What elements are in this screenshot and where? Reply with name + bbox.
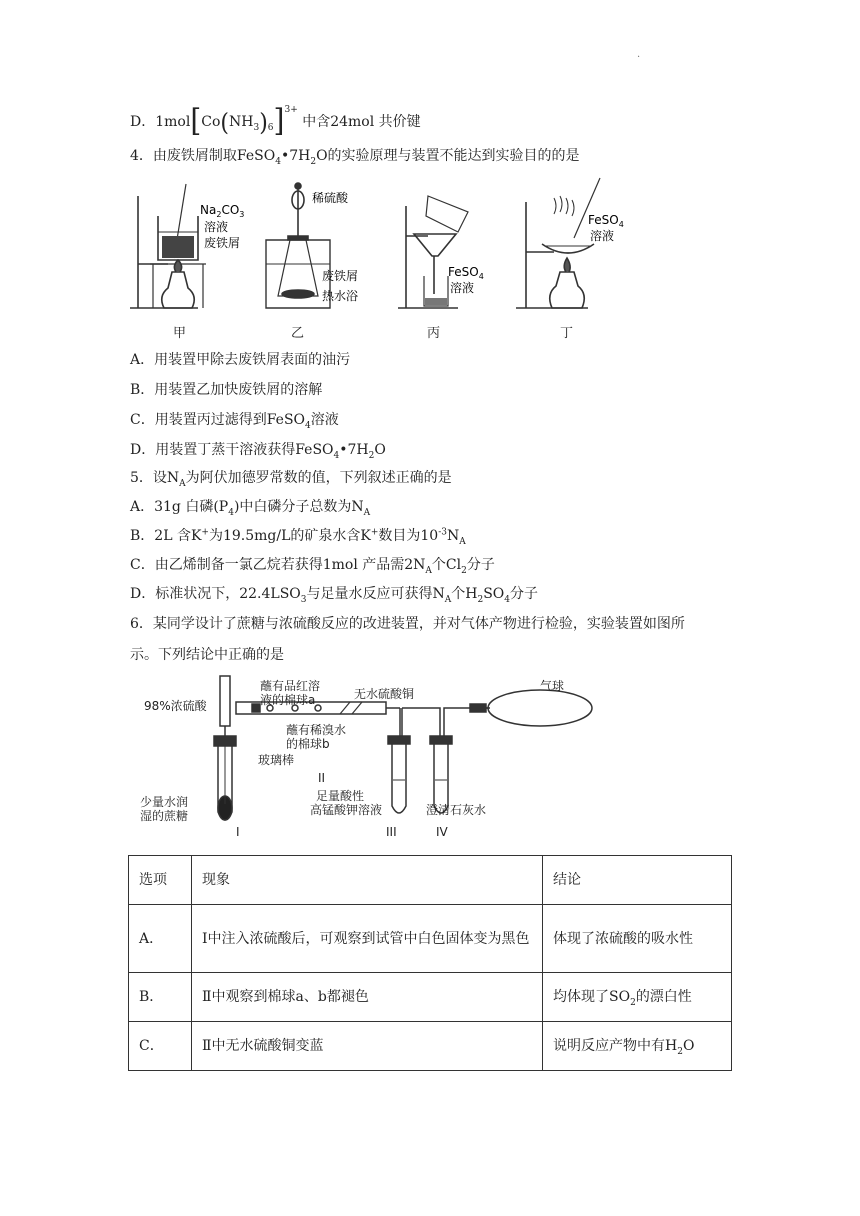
paren-left: (: [220, 109, 229, 138]
q6-label-zhetang2: 湿的蔗糖: [140, 809, 189, 823]
bing-feso4-label: FeSO$_4$: [448, 265, 484, 281]
caption-ding: 丁: [560, 326, 574, 341]
q4-d-b: •7H: [339, 442, 369, 458]
q5-b-sup3: -3: [438, 527, 447, 538]
q5-b-sub: A: [459, 536, 466, 547]
q4-c-b: 溶液: [310, 412, 339, 428]
row-c-option: C．: [129, 1022, 192, 1071]
q4-d-sub2: 2: [368, 450, 375, 461]
q5-stem-b: 为阿伏加德罗常数的值，下列叙述正确的是: [185, 470, 452, 486]
q5-c-c: 分子: [466, 557, 495, 573]
q5-c-b: 个Cl: [431, 557, 462, 573]
jia-na2co3-label: $Na_2CO_3$: [200, 203, 245, 219]
q4-d-c: O: [374, 442, 386, 458]
q6-label-wushui: 无水硫酸铜: [354, 687, 415, 701]
table-row: [129, 973, 732, 1022]
q5-d-a: D．标准状况下，22.4LSO: [130, 586, 301, 602]
q4-option-d: [130, 440, 386, 460]
yi-acid-label: 稀硫酸: [312, 191, 349, 205]
q5-b-sup: +: [201, 527, 209, 538]
q5-stem: [130, 468, 452, 488]
q4-d-a: D．用装置丁蒸干溶液获得FeSO: [130, 442, 334, 458]
jia-scrap-label: 废铁屑: [204, 236, 241, 250]
q5-stem-sub: A: [179, 478, 186, 489]
q4-stem-b: •7H: [280, 148, 311, 164]
q4-c-sub: 4: [305, 420, 311, 431]
table-row: [129, 905, 732, 973]
q6-label-nongliusuan: 98%浓硫酸: [144, 699, 207, 713]
q5-a-sub: 4: [228, 507, 234, 518]
q5-d-e: 分子: [510, 586, 539, 602]
q5-a-sub2: A: [363, 507, 371, 518]
q5-b-sup2: +: [370, 527, 379, 538]
q4-c-a: C．用装置丙过滤得到FeSO: [130, 412, 306, 428]
header-option: 选项: [129, 856, 192, 905]
row-b-conclusion-sub: 2: [630, 997, 636, 1008]
paren-right: ): [259, 109, 268, 138]
q3-d-nh3-sub: 3: [253, 122, 260, 133]
q5-d-sub: 3: [300, 594, 307, 605]
q5-b-a: B．2L 含K: [130, 528, 202, 544]
row-b-conclusion: [543, 973, 732, 1022]
ding-feso4-label: FeSO$_4$: [588, 213, 624, 229]
q6-label-qiqiu: 气球: [540, 679, 565, 693]
q6-stem-line2: 示。下列结论中正确的是: [130, 647, 284, 663]
q5-d-sub3: 2: [477, 594, 484, 605]
q6-label-gaomeng1: 足量酸性: [316, 789, 365, 803]
header-conclusion: 结论: [543, 856, 732, 905]
q4-stem-sub: 4: [275, 156, 281, 167]
q6-label-xixiushui2: 的棉球b: [286, 737, 330, 751]
q3-option-d: [130, 102, 421, 139]
q4-stem-c: O的实验原理与装置不能达到实验目的的是: [316, 148, 580, 164]
q5-option-d: [130, 584, 538, 604]
q5-d-b: 与足量水反应可获得N: [306, 586, 445, 602]
corner-mark: ·: [637, 52, 641, 63]
row-c-phenomenon: Ⅱ中无水硫酸铜变蓝: [192, 1022, 543, 1071]
q6-label-boli: 玻璃棒: [258, 753, 295, 767]
q4-option-c: [130, 410, 339, 430]
jia-solution-label: 溶液: [204, 220, 229, 234]
bing-solution-label: 溶液: [450, 281, 475, 295]
header-phenomenon: 现象: [192, 856, 543, 905]
q5-d-sub2: A: [444, 594, 452, 605]
row-a-option: A．: [129, 905, 192, 973]
q6-stem-line1: 6．某同学设计了蔗糖与浓硫酸反应的改进装置，并对气体产物进行检验，实验装置如图所: [130, 616, 685, 632]
q5-option-a: [130, 497, 370, 517]
q5-b-b: 为19.5mg/L的矿泉水含K: [208, 528, 371, 544]
q4-stem-sub2: 2: [310, 156, 317, 167]
yi-scrap-label: 废铁屑: [322, 269, 359, 283]
bracket-right: ]: [273, 102, 285, 139]
q6-label-ii: II: [318, 771, 326, 785]
row-b-option: B．: [129, 973, 192, 1022]
yi-bath-label: 热水浴: [322, 289, 359, 303]
q3-d-prefix: D．1mol: [130, 114, 191, 130]
q4-stem: [130, 146, 580, 166]
table-row: [129, 1022, 732, 1071]
row-c-conclusion-a: 说明反应产物中有H: [553, 1038, 678, 1054]
row-c-conclusion-b: O: [682, 1038, 695, 1054]
q6-label-iii: III: [386, 825, 397, 839]
q6-label-i: I: [236, 825, 240, 839]
q5-option-c: [130, 555, 495, 575]
caption-jia: 甲: [173, 326, 187, 341]
q5-a-a: A．31g 白磷(P: [130, 499, 229, 515]
q5-d-d: SO: [483, 586, 505, 602]
q6-label-pinhong: 蘸有品红溶: [260, 679, 321, 693]
q6-label-iv: IV: [436, 825, 448, 839]
q5-c-sub2: 2: [461, 565, 467, 576]
q6-apparatus-figure: [140, 672, 720, 842]
q6-label-xixiushui: 蘸有稀溴水: [286, 723, 347, 737]
q3-d-n6: 6: [267, 122, 274, 133]
q5-c-sub: A: [425, 565, 432, 576]
q4-option-b: B．用装置乙加快废铁屑的溶解: [130, 382, 323, 398]
q3-d-co: Co: [201, 114, 221, 130]
q4-d-sub: 4: [333, 450, 340, 461]
q6-label-shihui: 澄清石灰水: [426, 803, 487, 817]
table-header-row: [129, 856, 732, 905]
q5-b-c: 数目为10: [378, 528, 439, 544]
q6-label-pinhong2: 液的棉球a: [260, 693, 316, 707]
bracket-left: [: [190, 102, 202, 139]
q5-b-d: N: [447, 528, 460, 544]
q3-d-suffix: 中含24mol 共价键: [302, 114, 421, 130]
q5-d-c: 个H: [451, 586, 478, 602]
row-c-conclusion: [543, 1022, 732, 1071]
q3-d-nh3: NH: [229, 114, 254, 130]
caption-bing: 丙: [427, 326, 441, 341]
q5-d-sub4: 4: [504, 594, 511, 605]
row-b-conclusion-b: 的漂白性: [635, 989, 692, 1005]
q4-apparatus-figure: [128, 176, 628, 318]
q3-d-charge: 3+: [284, 105, 298, 115]
q5-c-a: C．由乙烯制备一氯乙烷若获得1mol 产品需2N: [130, 557, 426, 573]
q6-options-table: [128, 855, 732, 1071]
q5-option-b: [130, 526, 466, 546]
row-a-conclusion: 体现了浓硫酸的吸水性: [543, 905, 732, 973]
q6-label-gaomeng2: 高锰酸钾溶液: [310, 803, 383, 817]
caption-yi: 乙: [291, 326, 305, 341]
ding-solution-label: 溶液: [590, 229, 615, 243]
row-b-phenomenon: Ⅱ中观察到棉球a、b都褪色: [192, 973, 543, 1022]
row-c-conclusion-sub: 2: [677, 1046, 683, 1057]
q6-label-zhetang1: 少量水润: [140, 795, 189, 809]
q4-stem-a: 4．由废铁屑制取FeSO: [130, 148, 276, 164]
row-b-conclusion-a: 均体现了SO: [553, 989, 631, 1005]
row-a-phenomenon: Ⅰ中注入浓硫酸后，可观察到试管中白色固体变为黑色: [192, 905, 543, 973]
q5-stem-a: 5．设N: [130, 470, 180, 486]
q4-option-a: A．用装置甲除去废铁屑表面的油污: [130, 352, 351, 368]
q5-a-b: )中白磷分子总数为N: [233, 499, 364, 515]
